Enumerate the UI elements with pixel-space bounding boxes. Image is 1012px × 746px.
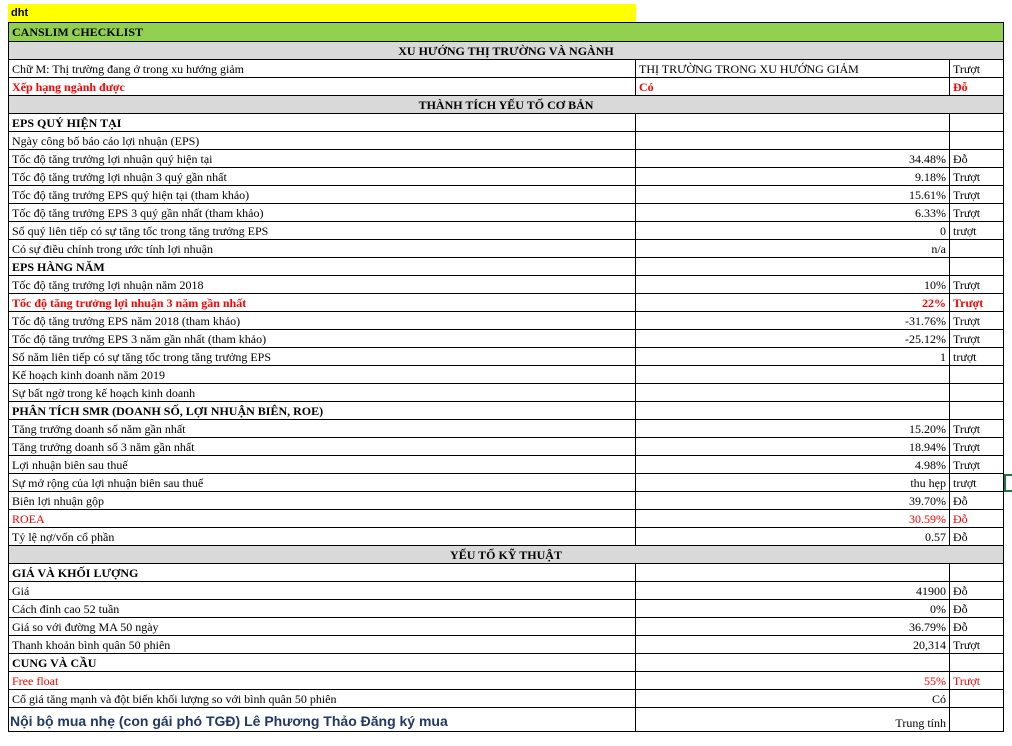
value-cell[interactable]: 6.33% xyxy=(636,204,950,222)
status-cell[interactable] xyxy=(950,402,1004,420)
status-cell[interactable]: Trượt xyxy=(950,276,1004,294)
insider-note: Nội bộ mua nhẹ (con gái phó TGĐ) Lê Phương Thảo Đăng ký mua xyxy=(10,713,448,729)
checklist-row[interactable] xyxy=(0,636,1012,654)
checklist-row[interactable] xyxy=(0,618,1012,636)
checklist-row[interactable] xyxy=(0,456,1012,474)
value-cell[interactable]: 41900 xyxy=(636,582,950,600)
checklist-row[interactable] xyxy=(0,294,1012,312)
label-cell[interactable]: Tốc độ tăng trưởng lợi nhuận năm 2018 xyxy=(8,276,636,294)
status-cell[interactable]: Đỗ xyxy=(950,510,1004,528)
value-cell[interactable]: Trung tính xyxy=(636,708,950,732)
checklist-row[interactable] xyxy=(0,672,1012,690)
value-cell[interactable]: 22% xyxy=(636,294,950,312)
value-cell[interactable] xyxy=(636,564,950,582)
label-cell[interactable]: Tăng trưởng doanh số 3 năm gần nhất xyxy=(8,438,636,456)
checklist-row[interactable] xyxy=(0,132,1012,150)
value-cell[interactable]: 36.79% xyxy=(636,618,950,636)
label-cell[interactable]: Chữ M: Thị trường đang ở trong xu hướng giảm xyxy=(8,60,636,78)
label-cell[interactable]: Tốc độ tăng trưởng EPS năm 2018 (tham khảo) xyxy=(8,312,636,330)
label-cell[interactable]: Tốc độ tăng trưởng EPS 3 quý gần nhất (tham khảo) xyxy=(8,204,636,222)
label-cell[interactable]: GIÁ VÀ KHỐI LƯỢNG xyxy=(8,564,636,582)
checklist-row[interactable] xyxy=(0,276,1012,294)
status-cell[interactable]: trượt xyxy=(950,474,1004,492)
label-cell[interactable]: Cổ giá tăng mạnh và đột biến khối lượng so với bình quân 50 phiên xyxy=(8,690,636,708)
status-cell[interactable]: Trượt xyxy=(950,168,1004,186)
status-cell[interactable]: Đỗ xyxy=(950,618,1004,636)
checklist-row[interactable] xyxy=(0,330,1012,348)
value-cell[interactable]: 39.70% xyxy=(636,492,950,510)
section-header-row[interactable] xyxy=(0,42,1012,60)
title-row[interactable] xyxy=(0,4,1012,22)
label-cell[interactable]: Có sự điều chỉnh trong ước tính lợi nhuận xyxy=(8,240,636,258)
status-cell[interactable] xyxy=(950,564,1004,582)
value-cell[interactable]: THỊ TRƯỜNG TRONG XU HƯỚNG GIẢM xyxy=(636,60,950,78)
label-cell[interactable]: ROEA xyxy=(8,510,636,528)
label-cell[interactable]: Cách đỉnh cao 52 tuần xyxy=(8,600,636,618)
status-cell[interactable] xyxy=(950,132,1004,150)
checklist-row[interactable] xyxy=(0,60,1012,78)
checklist-row[interactable] xyxy=(0,384,1012,402)
checklist-row[interactable] xyxy=(0,420,1012,438)
status-cell[interactable] xyxy=(950,240,1004,258)
status-cell[interactable]: Đỗ xyxy=(950,600,1004,618)
checklist-row[interactable] xyxy=(0,438,1012,456)
status-cell[interactable] xyxy=(950,708,1004,732)
status-cell[interactable]: Đỗ xyxy=(950,528,1004,546)
subsection-row[interactable] xyxy=(0,258,1012,276)
checklist-row[interactable] xyxy=(0,348,1012,366)
value-cell[interactable] xyxy=(636,132,950,150)
label-cell[interactable]: Sự bất ngờ trong kế hoạch kinh doanh xyxy=(8,384,636,402)
checklist-row[interactable] xyxy=(0,510,1012,528)
section-header-row[interactable] xyxy=(0,96,1012,114)
label-cell[interactable]: EPS HÀNG NĂM xyxy=(8,258,636,276)
section-header-cell[interactable]: YẾU TỐ KỸ THUẬT xyxy=(8,546,1004,564)
value-cell[interactable]: 9.18% xyxy=(636,168,950,186)
value-cell[interactable]: thu hẹp xyxy=(636,474,950,492)
label-cell[interactable]: PHÂN TÍCH SMR (DOANH SỐ, LỢI NHUẬN BIÊN, ROE) xyxy=(8,402,636,420)
value-cell[interactable]: -31.76% xyxy=(636,312,950,330)
value-cell[interactable]: 4.98% xyxy=(636,456,950,474)
section-header-row[interactable] xyxy=(0,546,1012,564)
checklist-row[interactable] xyxy=(0,186,1012,204)
subsection-row[interactable] xyxy=(0,402,1012,420)
status-cell[interactable] xyxy=(950,690,1004,708)
status-cell[interactable]: Trượt xyxy=(950,186,1004,204)
checklist-row[interactable] xyxy=(0,204,1012,222)
checklist-title-cell[interactable]: CANSLIM CHECKLIST xyxy=(8,22,1004,42)
label-cell[interactable]: Tốc độ tăng trưởng EPS quý hiện tại (tham khảo) xyxy=(8,186,636,204)
status-cell[interactable]: trượt xyxy=(950,348,1004,366)
label-cell[interactable]: Tốc độ tăng trưởng lợi nhuận 3 quý gần nhất xyxy=(8,168,636,186)
status-cell[interactable]: Trượt xyxy=(950,420,1004,438)
status-cell[interactable]: Trượt xyxy=(950,294,1004,312)
label-cell[interactable]: Lợi nhuận biên sau thuế xyxy=(8,456,636,474)
value-cell[interactable]: Có xyxy=(636,78,950,96)
status-cell[interactable]: trượt xyxy=(950,222,1004,240)
checklist-row[interactable] xyxy=(0,78,1012,96)
checklist-row[interactable] xyxy=(0,492,1012,510)
status-cell[interactable] xyxy=(950,654,1004,672)
value-cell[interactable] xyxy=(636,366,950,384)
status-cell[interactable]: Trượt xyxy=(950,672,1004,690)
section-header-cell[interactable]: THÀNH TÍCH YẾU TỐ CƠ BẢN xyxy=(8,96,1004,114)
status-cell[interactable]: Trượt xyxy=(950,456,1004,474)
label-cell[interactable]: Tốc độ tăng trưởng lợi nhuận 3 năm gần nhất xyxy=(8,294,636,312)
subsection-row[interactable] xyxy=(0,564,1012,582)
value-cell[interactable]: 18.94% xyxy=(636,438,950,456)
label-cell[interactable]: Giá xyxy=(8,582,636,600)
status-cell[interactable]: Trượt xyxy=(950,438,1004,456)
selected-cell-indicator xyxy=(1004,474,1012,492)
value-cell[interactable]: n/a xyxy=(636,240,950,258)
checklist-row[interactable] xyxy=(0,600,1012,618)
label-cell[interactable]: Tốc độ tăng trưởng EPS 3 năm gần nhất (tham khảo) xyxy=(8,330,636,348)
label-cell[interactable]: Kế hoạch kinh doanh năm 2019 xyxy=(8,366,636,384)
checklist-row[interactable] xyxy=(0,690,1012,708)
subsection-row[interactable] xyxy=(0,114,1012,132)
label-cell[interactable]: Xếp hạng ngành được xyxy=(8,78,636,96)
checklist-row[interactable] xyxy=(0,150,1012,168)
status-cell[interactable] xyxy=(950,366,1004,384)
label-cell[interactable]: CUNG VÀ CẦU xyxy=(8,654,636,672)
label-cell[interactable]: Biên lợi nhuận gộp xyxy=(8,492,636,510)
checklist-row[interactable] xyxy=(0,312,1012,330)
checklist-title-row[interactable] xyxy=(0,22,1012,42)
value-cell[interactable] xyxy=(636,402,950,420)
checklist-row[interactable] xyxy=(0,168,1012,186)
value-cell[interactable] xyxy=(636,258,950,276)
label-cell[interactable]: Free float xyxy=(8,672,636,690)
checklist-row[interactable] xyxy=(0,222,1012,240)
label-cell[interactable]: Tăng trưởng doanh số năm gần nhất xyxy=(8,420,636,438)
status-cell[interactable]: Trượt xyxy=(950,636,1004,654)
checklist-row[interactable] xyxy=(0,582,1012,600)
label-cell[interactable]: Ngày công bố báo cáo lợi nhuận (EPS) xyxy=(8,132,636,150)
status-cell[interactable]: Trượt xyxy=(950,204,1004,222)
checklist-row[interactable] xyxy=(0,240,1012,258)
checklist-row[interactable] xyxy=(0,528,1012,546)
value-cell[interactable]: 20,314 xyxy=(636,636,950,654)
checklist-row[interactable] xyxy=(0,474,1012,492)
value-cell[interactable]: 0 xyxy=(636,222,950,240)
value-cell[interactable]: Có xyxy=(636,690,950,708)
checklist-row[interactable] xyxy=(0,366,1012,384)
value-cell[interactable]: 0% xyxy=(636,600,950,618)
status-cell[interactable]: Đỗ xyxy=(950,492,1004,510)
label-cell[interactable]: Số năm liên tiếp có sự tăng tốc trong tăng trưởng EPS xyxy=(8,348,636,366)
value-cell[interactable] xyxy=(636,654,950,672)
status-cell[interactable] xyxy=(950,114,1004,132)
status-cell[interactable]: Trượt xyxy=(950,312,1004,330)
value-cell[interactable]: 15.20% xyxy=(636,420,950,438)
value-cell[interactable] xyxy=(636,114,950,132)
section-header-cell[interactable]: XU HƯỚNG THỊ TRƯỜNG VÀ NGÀNH xyxy=(8,42,1004,60)
subsection-row[interactable] xyxy=(0,654,1012,672)
label-cell[interactable]: Thanh khoản bình quân 50 phiên xyxy=(8,636,636,654)
status-cell[interactable]: Đỗ xyxy=(950,150,1004,168)
sheet-title-cell[interactable]: dht xyxy=(8,4,636,22)
status-cell[interactable]: Trượt xyxy=(950,60,1004,78)
label-cell[interactable]: Tỷ lệ nợ/vốn cổ phần xyxy=(8,528,636,546)
label-cell[interactable]: Sự mở rộng của lợi nhuận biên sau thuế xyxy=(8,474,636,492)
status-cell[interactable] xyxy=(950,258,1004,276)
value-cell[interactable]: -25.12% xyxy=(636,330,950,348)
status-cell[interactable] xyxy=(950,384,1004,402)
label-cell[interactable]: Tốc độ tăng trưởng lợi nhuận quý hiện tại xyxy=(8,150,636,168)
value-cell[interactable] xyxy=(636,384,950,402)
value-cell[interactable]: 15.61% xyxy=(636,186,950,204)
status-cell[interactable]: Đỗ xyxy=(950,582,1004,600)
label-cell[interactable]: EPS QUÝ HIỆN TẠI xyxy=(8,114,636,132)
status-cell[interactable]: Đỗ xyxy=(950,78,1004,96)
value-cell[interactable]: 30.59% xyxy=(636,510,950,528)
value-cell[interactable]: 34.48% xyxy=(636,150,950,168)
value-cell[interactable]: 1 xyxy=(636,348,950,366)
value-cell[interactable]: 10% xyxy=(636,276,950,294)
label-cell[interactable]: Số quý liên tiếp có sự tăng tốc trong tăng trưởng EPS xyxy=(8,222,636,240)
label-cell[interactable]: Giá so với đường MA 50 ngày xyxy=(8,618,636,636)
value-cell[interactable]: 55% xyxy=(636,672,950,690)
value-cell[interactable]: 0.57 xyxy=(636,528,950,546)
status-cell[interactable]: Trượt xyxy=(950,330,1004,348)
